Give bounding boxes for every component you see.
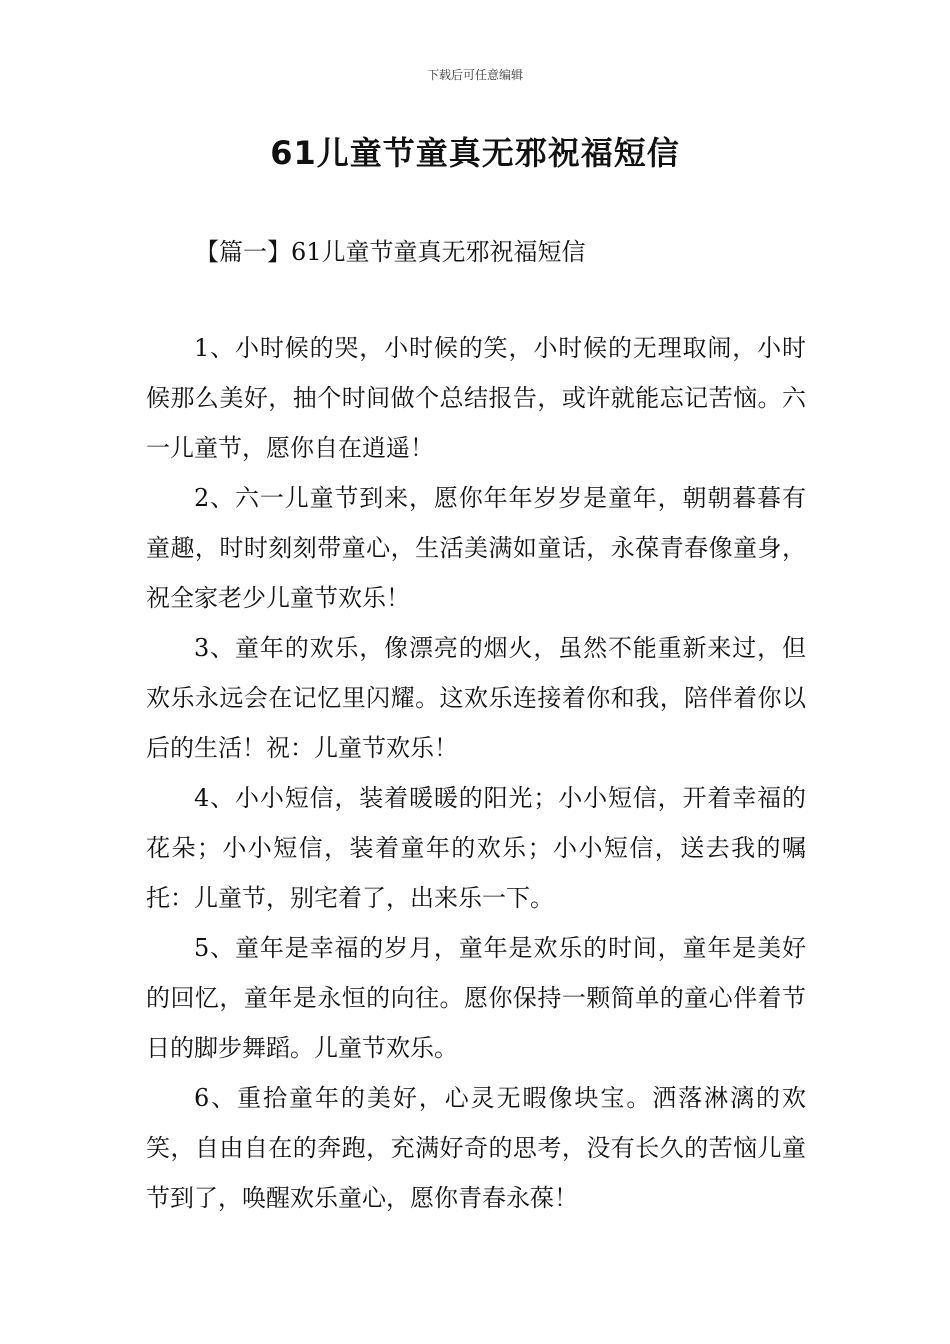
section-heading: 【篇一】61儿童节童真无邪祝福短信	[195, 238, 586, 266]
document-body	[146, 323, 806, 1223]
paragraph-5: 5、童年是幸福的岁月，童年是欢乐的时间，童年是美好的回忆，童年是永恒的向往。愿你保持一颗简单的童心伴着节日的脚步舞蹈。儿童节欢乐。	[146, 934, 806, 1062]
paragraph-4: 4、小小短信，装着暖暖的阳光；小小短信，开着幸福的花朵；小小短信，装着童年的欢乐；小小短信，送去我的嘱托：儿童节，别宅着了，出来乐一下。	[146, 784, 806, 912]
paragraph-6: 6、重拾童年的美好，心灵无暇像块宝。洒落淋漓的欢笑，自由自在的奔跑，充满好奇的思考，没有长久的苦恼儿童节到了，唤醒欢乐童心，愿你青春永葆！	[146, 1084, 806, 1212]
header-note: 下载后可任意编辑	[426, 68, 523, 82]
document-title: 61儿童节童真无邪祝福短信	[270, 134, 680, 172]
paragraph-2: 2、六一儿童节到来，愿你年年岁岁是童年，朝朝暮暮有童趣，时时刻刻带童心，生活美满如童话，永葆青春像童身，祝全家老少儿童节欢乐！	[146, 484, 806, 612]
paragraph-3: 3、童年的欢乐，像漂亮的烟火，虽然不能重新来过，但欢乐永远会在记忆里闪耀。这欢乐连接着你和我，陪伴着你以后的生活！祝：儿童节欢乐！	[146, 634, 806, 762]
paragraph-1: 1、小时候的哭，小时候的笑，小时候的无理取闹，小时候那么美好，抽个时间做个总结报告，或许就能忘记苦恼。六一儿童节，愿你自在逍遥！	[146, 334, 806, 462]
